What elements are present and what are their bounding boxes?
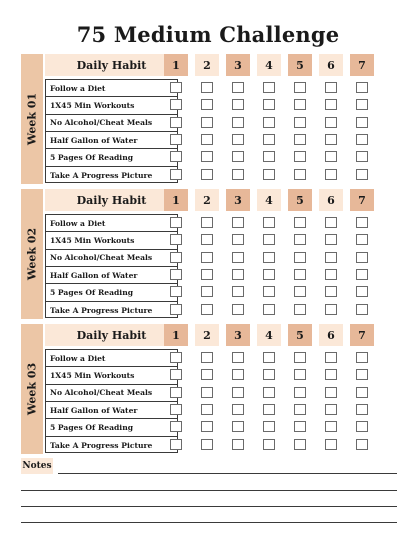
- day-header: 1: [164, 324, 188, 346]
- habit-checkbox[interactable]: [263, 352, 275, 363]
- habit-checkbox[interactable]: [294, 169, 306, 180]
- habit-checkbox[interactable]: [170, 99, 182, 110]
- week-label: Week 01: [25, 92, 39, 146]
- habit-checkbox[interactable]: [201, 369, 213, 380]
- habit-checkbox[interactable]: [294, 352, 306, 363]
- habit-checkbox[interactable]: [325, 151, 337, 162]
- day-header: 2: [195, 324, 219, 346]
- habit-checkbox[interactable]: [201, 252, 213, 263]
- day-header: 3: [226, 324, 250, 346]
- habit-checkbox[interactable]: [294, 387, 306, 398]
- habit-checkbox[interactable]: [232, 304, 244, 315]
- habit-checkbox[interactable]: [170, 234, 182, 245]
- habit-checkbox[interactable]: [170, 134, 182, 145]
- habit-checkbox[interactable]: [356, 252, 368, 263]
- day-header: 7: [350, 189, 374, 211]
- day-header: 6: [319, 54, 343, 76]
- habit-checkbox[interactable]: [232, 217, 244, 228]
- day-header: 7: [350, 324, 374, 346]
- habit-checkbox[interactable]: [325, 387, 337, 398]
- habit-row: 5 Pages Of Reading: [46, 149, 177, 166]
- notes-label: Notes: [21, 458, 53, 474]
- habit-checkbox[interactable]: [325, 286, 337, 297]
- habit-checkbox[interactable]: [294, 269, 306, 280]
- day-header: 4: [257, 54, 281, 76]
- habit-checkbox[interactable]: [201, 387, 213, 398]
- day-header: 2: [195, 189, 219, 211]
- habit-row: Half Gallon of Water: [46, 402, 177, 419]
- habit-checkbox[interactable]: [325, 369, 337, 380]
- habit-checkbox[interactable]: [232, 252, 244, 263]
- habit-list: [45, 214, 178, 318]
- habit-checkbox[interactable]: [201, 286, 213, 297]
- habit-checkbox[interactable]: [294, 117, 306, 128]
- day-header: 7: [350, 54, 374, 76]
- habit-row: 5 Pages Of Reading: [46, 419, 177, 436]
- habit-checkbox[interactable]: [325, 269, 337, 280]
- habit-checkbox[interactable]: [325, 352, 337, 363]
- habit-checkbox[interactable]: [263, 99, 275, 110]
- habit-checkbox[interactable]: [356, 439, 368, 450]
- habit-checkbox[interactable]: [356, 421, 368, 432]
- habit-checkbox[interactable]: [232, 269, 244, 280]
- habit-checkbox[interactable]: [170, 304, 182, 315]
- habit-checkbox[interactable]: [356, 352, 368, 363]
- habit-checkbox[interactable]: [201, 134, 213, 145]
- habit-checkbox[interactable]: [201, 404, 213, 415]
- week-label: Week 02: [25, 227, 39, 281]
- habit-checkbox[interactable]: [294, 421, 306, 432]
- habit-row: 1X45 Min Workouts: [46, 367, 177, 384]
- habit-checkbox[interactable]: [201, 217, 213, 228]
- habit-checkbox[interactable]: [356, 387, 368, 398]
- habit-row: 1X45 Min Workouts: [46, 97, 177, 114]
- habit-checkbox[interactable]: [294, 304, 306, 315]
- habit-checkbox[interactable]: [263, 387, 275, 398]
- habit-checkbox[interactable]: [356, 269, 368, 280]
- week-block: [21, 189, 398, 319]
- habit-checkbox[interactable]: [232, 404, 244, 415]
- daily-habit-header: Daily Habit: [45, 324, 178, 346]
- habit-checkbox[interactable]: [201, 169, 213, 180]
- notes-line[interactable]: [21, 490, 397, 491]
- habit-row: Take A Progress Picture: [50, 305, 153, 315]
- day-header: 6: [319, 324, 343, 346]
- habit-checkbox[interactable]: [201, 352, 213, 363]
- habit-checkbox[interactable]: [263, 269, 275, 280]
- habit-checkbox[interactable]: [263, 304, 275, 315]
- habit-checkbox[interactable]: [232, 151, 244, 162]
- week-block: [21, 324, 398, 454]
- week-label: Week 03: [25, 362, 39, 416]
- day-header: 5: [288, 324, 312, 346]
- habit-checkbox[interactable]: [263, 234, 275, 245]
- habit-row: Follow a Diet: [46, 350, 177, 367]
- habit-checkbox[interactable]: [170, 252, 182, 263]
- page-title: 75 Medium Challenge: [76, 22, 340, 47]
- habit-checkbox[interactable]: [263, 117, 275, 128]
- habit-checkbox[interactable]: [263, 169, 275, 180]
- habit-checkbox[interactable]: [170, 404, 182, 415]
- habit-checkbox[interactable]: [325, 134, 337, 145]
- day-header: 5: [288, 189, 312, 211]
- habit-checkbox[interactable]: [325, 421, 337, 432]
- habit-checkbox[interactable]: [263, 217, 275, 228]
- habit-checkbox[interactable]: [170, 352, 182, 363]
- daily-habit-header: Daily Habit: [45, 189, 178, 211]
- habit-row: No Alcohol/Cheat Meals: [46, 115, 177, 132]
- habit-checkbox[interactable]: [170, 439, 182, 450]
- habit-row: 1X45 Min Workouts: [46, 232, 177, 249]
- habit-row: No Alcohol/Cheat Meals: [46, 250, 177, 267]
- habit-checkbox[interactable]: [294, 82, 306, 93]
- habit-checkbox[interactable]: [325, 439, 337, 450]
- day-header: 2: [195, 54, 219, 76]
- habit-checkbox[interactable]: [201, 117, 213, 128]
- habit-checkbox[interactable]: [170, 369, 182, 380]
- habit-checkbox[interactable]: [356, 286, 368, 297]
- habit-checkbox[interactable]: [232, 421, 244, 432]
- habit-checkbox[interactable]: [263, 82, 275, 93]
- habit-checkbox[interactable]: [170, 151, 182, 162]
- week-tab: [21, 54, 43, 184]
- habit-checkbox[interactable]: [201, 421, 213, 432]
- habit-checkbox[interactable]: [201, 151, 213, 162]
- notes-line[interactable]: [21, 522, 397, 523]
- habit-checkbox[interactable]: [232, 234, 244, 245]
- habit-checkbox[interactable]: [356, 151, 368, 162]
- habit-row: Take A Progress Picture: [50, 440, 153, 450]
- habit-row: Take A Progress Picture: [50, 170, 153, 180]
- habit-checkbox[interactable]: [232, 99, 244, 110]
- day-header: 4: [257, 324, 281, 346]
- habit-checkbox[interactable]: [356, 304, 368, 315]
- day-header: 1: [164, 189, 188, 211]
- habit-checkbox[interactable]: [294, 439, 306, 450]
- week-block: [21, 54, 398, 184]
- notes-line[interactable]: [58, 473, 397, 474]
- habit-checkbox[interactable]: [294, 99, 306, 110]
- day-header: 4: [257, 189, 281, 211]
- daily-habit-header: Daily Habit: [45, 54, 178, 76]
- habit-checkbox[interactable]: [232, 369, 244, 380]
- habit-checkbox[interactable]: [356, 99, 368, 110]
- habit-checkbox[interactable]: [170, 286, 182, 297]
- habit-checkbox[interactable]: [232, 439, 244, 450]
- habit-checkbox[interactable]: [263, 286, 275, 297]
- day-header: 1: [164, 54, 188, 76]
- habit-row: No Alcohol/Cheat Meals: [46, 385, 177, 402]
- habit-checkbox[interactable]: [263, 369, 275, 380]
- habit-checkbox[interactable]: [294, 217, 306, 228]
- habit-checkbox[interactable]: [201, 269, 213, 280]
- habit-checkbox[interactable]: [325, 117, 337, 128]
- habit-row: Follow a Diet: [46, 215, 177, 232]
- habit-checkbox[interactable]: [201, 82, 213, 93]
- habit-checkbox[interactable]: [201, 439, 213, 450]
- week-tab: [21, 189, 43, 319]
- habit-checkbox[interactable]: [201, 99, 213, 110]
- habit-list: [45, 79, 178, 183]
- habit-list: [45, 349, 178, 453]
- habit-checkbox[interactable]: [356, 117, 368, 128]
- habit-checkbox[interactable]: [294, 286, 306, 297]
- habit-checkbox[interactable]: [201, 304, 213, 315]
- habit-checkbox[interactable]: [232, 387, 244, 398]
- habit-checkbox[interactable]: [263, 421, 275, 432]
- week-tab: [21, 324, 43, 454]
- habit-checkbox[interactable]: [263, 134, 275, 145]
- day-header: 6: [319, 189, 343, 211]
- habit-checkbox[interactable]: [325, 82, 337, 93]
- habit-row: Half Gallon of Water: [46, 132, 177, 149]
- habit-checkbox[interactable]: [263, 151, 275, 162]
- habit-checkbox[interactable]: [294, 369, 306, 380]
- habit-checkbox[interactable]: [325, 169, 337, 180]
- habit-checkbox[interactable]: [170, 117, 182, 128]
- habit-checkbox[interactable]: [263, 439, 275, 450]
- habit-checkbox[interactable]: [325, 99, 337, 110]
- day-header: 3: [226, 189, 250, 211]
- habit-checkbox[interactable]: [356, 134, 368, 145]
- habit-checkbox[interactable]: [170, 82, 182, 93]
- habit-checkbox[interactable]: [294, 151, 306, 162]
- habit-checkbox[interactable]: [356, 169, 368, 180]
- habit-checkbox[interactable]: [232, 134, 244, 145]
- day-header: 3: [226, 54, 250, 76]
- notes-line[interactable]: [21, 506, 397, 507]
- habit-checkbox[interactable]: [170, 217, 182, 228]
- habit-checkbox[interactable]: [232, 82, 244, 93]
- habit-row: Follow a Diet: [46, 80, 177, 97]
- habit-checkbox[interactable]: [325, 252, 337, 263]
- habit-row: Half Gallon of Water: [46, 267, 177, 284]
- habit-checkbox[interactable]: [201, 234, 213, 245]
- habit-checkbox[interactable]: [356, 404, 368, 415]
- habit-row: 5 Pages Of Reading: [46, 284, 177, 301]
- habit-checkbox[interactable]: [263, 252, 275, 263]
- habit-checkbox[interactable]: [356, 217, 368, 228]
- habit-checkbox[interactable]: [170, 421, 182, 432]
- habit-checkbox[interactable]: [170, 387, 182, 398]
- habit-checkbox[interactable]: [263, 404, 275, 415]
- habit-checkbox[interactable]: [170, 269, 182, 280]
- habit-checkbox[interactable]: [356, 82, 368, 93]
- habit-checkbox[interactable]: [294, 404, 306, 415]
- habit-checkbox[interactable]: [325, 217, 337, 228]
- habit-checkbox[interactable]: [325, 234, 337, 245]
- habit-checkbox[interactable]: [294, 252, 306, 263]
- habit-checkbox[interactable]: [325, 304, 337, 315]
- habit-checkbox[interactable]: [325, 404, 337, 415]
- habit-checkbox[interactable]: [170, 169, 182, 180]
- habit-checkbox[interactable]: [232, 117, 244, 128]
- habit-checkbox[interactable]: [294, 134, 306, 145]
- habit-checkbox[interactable]: [356, 234, 368, 245]
- habit-checkbox[interactable]: [232, 286, 244, 297]
- habit-checkbox[interactable]: [294, 234, 306, 245]
- habit-checkbox[interactable]: [232, 352, 244, 363]
- habit-checkbox[interactable]: [356, 369, 368, 380]
- habit-checkbox[interactable]: [232, 169, 244, 180]
- day-header: 5: [288, 54, 312, 76]
